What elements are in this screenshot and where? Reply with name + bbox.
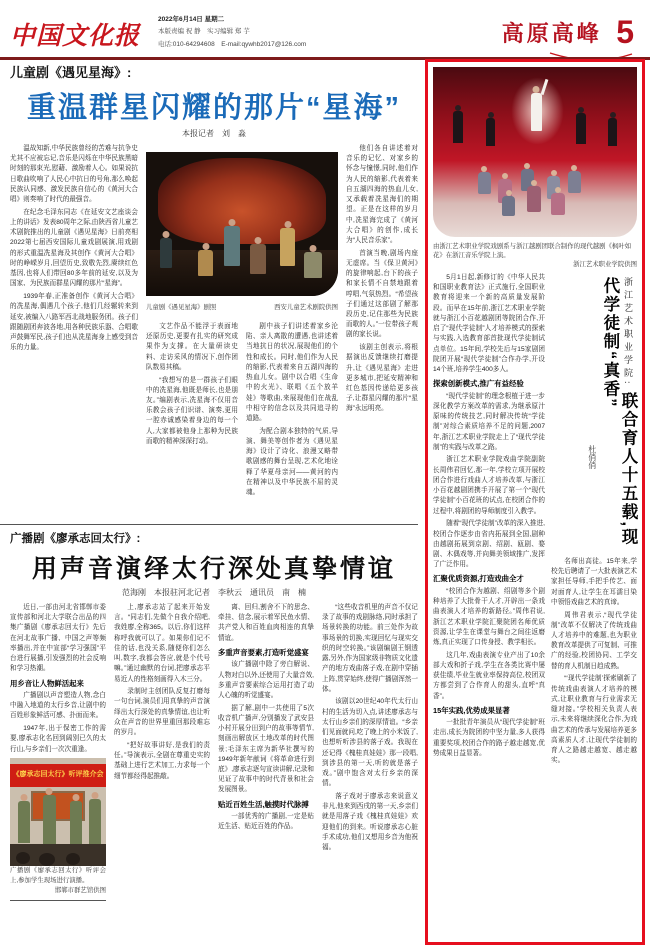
actor-figure [280, 228, 295, 266]
middle-columns [10, 603, 418, 945]
ensemble-figure [527, 186, 541, 212]
top-kicker: 儿童剧《遇见星海》: [10, 65, 132, 80]
lead-actor-figure [531, 93, 542, 131]
audience-head [66, 853, 80, 865]
right-author: 杜俏俏 [587, 445, 597, 469]
paragraph: 一部优秀的广播剧,一定是贴近生活、贴近百姓的作品。 [218, 813, 314, 831]
right-photo-caption: 由浙江艺术职业学院戏剧系与浙江越剧团联合制作的现代越剧《枫叶如花》在浙江音乐学院上演。 [433, 243, 632, 259]
right-subhead-2: 汇聚优质资源,打造戏曲全才 [433, 574, 524, 584]
paragraph: 一批批青年演员从“现代学徒制”班走出,成长为院团的中坚力量,多人获得重要奖项,校团合作的路子越走越宽,优势成果日益显著。 [433, 719, 545, 757]
middle-photo-caption: 广播剧《廖承志回太行》听评会上,参加学生现场进行演播。 [10, 866, 106, 884]
paragraph: 首演当晚,剧场内座无虚席。当《保卫黄河》的旋律响起,台下的孩子和家长情不自禁地跟着哼唱,气氛热烈。“希望孩子们通过这部剧了解那段历史,记住那些为民族而歌的人。”一位带孩子观剧的家长说。 [346, 249, 418, 339]
article-middle [10, 530, 418, 945]
column-bottom-rule [10, 900, 106, 901]
right-kicker: 浙江艺术职业学院: [623, 277, 633, 388]
middle-column-1 [10, 603, 106, 945]
paragraph: 录制时主创团队反复打磨每一句台词,演员们用真挚的声音演绎出太行深处的真挚情谊,也让听众在声音的世界里重回那段难忘的岁月。 [114, 688, 210, 737]
middle-column-4 [322, 603, 418, 945]
subhead-voice: 多重声音要素,打造听觉盛宴 [218, 647, 309, 657]
opera-stage-photo [433, 67, 637, 237]
background-figure [453, 111, 463, 143]
stage-backdrop [158, 158, 327, 244]
middle-kicker: 广播剧《廖承志回太行》: [10, 533, 141, 545]
top-headline: 重温群星闪耀的那片“星海” [26, 92, 401, 124]
background-figure [486, 118, 495, 146]
top-columns [10, 144, 418, 520]
ensemble-figure [478, 172, 491, 194]
right-column-left [433, 273, 545, 921]
article-top [10, 62, 418, 520]
top-byline: 本报记者 刘 淼 [182, 129, 246, 138]
date-line: 2022年6月14日 星期二 [158, 16, 225, 23]
section-name: 高原高峰 [501, 21, 602, 46]
paragraph: 浙江艺术职业学院戏曲学院副院长周伟君回忆,那一年,学校立项开展校团合作进行戏曲人才培养改革,与浙江小百花越剧团携手开展了第一个“现代学徒制”小百花班的试点,在校团合作的过程中,将剧团的导师制度引入教学。 [433, 456, 545, 515]
paragraph: 名师出高徒。15年来,学校先后聘请了一大批表演艺术家担任导师,手把手传艺、面对面育人,让学生在耳濡目染中领悟戏曲艺术的真谛。 [551, 558, 637, 606]
paragraph: 5月1日起,新修订的《中华人民共和国职业教育法》正式施行,全国职业教育将迎来一个新的高质量发展阶段。而早在15年前,浙江艺术职业学院就与浙江小百花越剧团等院团合作,开启了“现代学徒制”人才培养模式的探索与实践,入选教育部首批现代学徒制试点单位。15年间,学校先后与15家剧团院团开展“现代学徒制”合作办学,开设14个班,培养学生400多人。 [433, 274, 545, 373]
paragraph: “校团合作为越剧、绍剧等多个剧种培养了大批骨干人才,开辟出一条戏曲表演人才培养的新路径。”周伟君说,浙江艺术职业学院汇聚院团名师优质资源,让学生在课堂与舞台之间往返磨炼,真正实现了口传身授、教学相长。 [433, 587, 545, 646]
paragraph: 上,廖承志站了起来开始发言。“同志们,先做个自我介绍吧,我姓廖,全称365。以后,你们这样称呼我就可以了。如果你们记不住的话,也没关系,随便你们怎么叫,数字,我都会答应,就是个代号嘛。”通过幽默的台词,把廖承志平易近人的性格刻画得入木三分。 [114, 604, 210, 683]
audience-head [39, 853, 55, 866]
photo-banner-text: 《廖承志回太行》听评推介会 [12, 771, 104, 779]
student-figure [43, 795, 56, 845]
paragraph: 他们各自讲述着对音乐的记忆、对家乡的怀念与憧憬,同时,他们作为人民的缩影,代表着来自五湖四海的热血儿女,又承载着冼星海们的期望。正是在这样的岁月中,冼星海完成了《黄河大合唱》的创作,成长为“人民音乐家”。 [346, 145, 418, 244]
article-divider-rule [0, 524, 418, 525]
middle-headline: 用声音演绎太行深处真挚情谊 [31, 555, 396, 583]
paragraph: “我想写的是一群孩子们眼中的冼星海,他既是师长,也是朋友。”编剧表示,冼星海不仅用音乐教会孩子们识谱、演奏,更用一腔赤诚感染着身边的每一个人,大家都被他身上那种为民族而歌的精神深深打动。 [146, 376, 238, 445]
right-article-body [433, 273, 637, 921]
student-figure [89, 799, 101, 845]
actor-figure [198, 250, 213, 276]
middle-column-3 [218, 603, 314, 945]
top-column-1 [10, 144, 138, 520]
paragraph: “这些收音机里的声音不仅记录了故事的戏剧脉络,同时承担了场景转换的功能。前三处作为故事场景的切换,实现回忆与现实交织的时空转换。”该剧编剧王钢透露,另外,作为国家级非物质文化遗产的地方戏曲落子戏,在剧中穿插上阵,贯穿始终,使得广播剧浑然一体。 [322, 604, 418, 693]
paragraph: 离、回归,割舍不下的思念、牵挂、信念,展示着军民鱼水情、共产党人和百姓血肉相连的真挚情谊。 [218, 604, 314, 642]
right-photo-caption-block [433, 241, 637, 268]
audience-head [16, 852, 30, 864]
paragraph: 1939年春,正准备创作《黄河大合唱》的冼星海,偶遇几个孩子,他们几经辗转来到延安,被编入八路军西北战地服务团。孩子们跟随剧团奔波各地,用各种民族乐器、合唱歌声鼓舞军民,孩子们也从冼星海身上感受到音乐的力量。 [10, 293, 138, 352]
paragraph: 在纪念毛泽东同志《在延安文艺座谈会上的讲话》发表80周年之际,由陕西省儿童艺术剧院推出的儿童剧《遇见星海》日前亮相2022第七届西安国际儿童戏剧展演,用戏剧的形式重温冼星海及其创作《黄河大合唱》时的峥嵘岁月,回望历史,致敬先烈,赓续红色基因,也将人们带回80多年前的延安,以及为国家、为民族而群星闪耀的那片“星海”。 [10, 208, 138, 288]
paragraph: “‘现代学徒制’探索刷新了传统戏曲表演人才培养的模式,让职业教育与行业需求无缝对接。”学校相关负责人表示,未来将继续深化合作,为戏曲艺术的传承与发展培养更多高素质人才,让现代学徒制的育人之路越走越宽、越走越实。 [551, 675, 637, 765]
right-headline: 联合育人十五载,现代学徒制“真香” [600, 277, 637, 547]
paragraph: 该广播剧中除了旁白解说、人物对白以外,还使用了大量音效,多重声音要素综合运用打造了动人心魄的听觉盛宴。 [218, 661, 314, 699]
paragraph: “现代学徒制”的理念根植于进一步深化教学方案改革的需求,为继承原汁原味的传统技艺,同时解决传统“学徒制”对综合素质培养不足的问题,2007年,浙江艺术职业学院走上了“现代学徒制”的实践与改革之路。 [433, 392, 545, 451]
photo-banner [10, 764, 106, 787]
paragraph: 该剧以20世纪40年代太行山村的生活为切入点,讲述廖承志与太行山乡亲们的深厚情谊。“乡亲们见面就问,吃了晚上的小米饭了,也想听听涉县的落子戏。我现在还记得《槐桂真娃娃》那一段唱,到涉县的第一天,听的就是落子戏。”剧中饱含对太行乡亲的深情。 [322, 698, 418, 788]
actor-figure [304, 252, 322, 278]
right-subhead-3: 15年实践,优势成果显著 [433, 705, 510, 715]
review-meeting-photo [10, 758, 106, 866]
subhead-dialect: 用乡音让人物鲜活起来 [10, 678, 84, 688]
ensemble-figure [502, 196, 515, 216]
page-number: 5 [616, 14, 634, 50]
paragraph: 这几年,戏曲表演专业产出了10余部大戏和折子戏,学生在各类比赛中屡获佳绩,毕业生就业率保持高位,校团双方都尝到了合作育人的甜头,直呼“真香”。 [433, 651, 545, 700]
middle-photo-credit: 邯郸市群艺馆供图 [54, 886, 106, 894]
paragraph: 1947年,出于保密工作的需要,廖承志化名回到阔别已久的太行山,与乡亲们一次次重逢。 [10, 725, 106, 753]
paragraph: 广播剧以声音塑造人物,念白中融入地道的太行乡音,让剧中的百姓形象鲜活可感、扑面而来。 [10, 692, 106, 720]
paragraph: 文艺作品不能浮于表面地还原历史,更要有扎实的研究成果作为支撑。在大量研读史料、走访采风的情况下,创作团队数易其稿。 [146, 323, 238, 371]
background-figure [576, 113, 586, 144]
paragraph: 据了解,剧中一共使用了5次收音机广播声,分别播发了武安县小村开展分田到户的故事等情节,刻画出解放区土地改革的时代图景;毛泽东主席为新华社撰写的1949年新年献词《将革命进行到底》,廖承志逐句宣读讲解,记录和见证了故事中的时代背景和社会发展图景。 [218, 704, 314, 794]
background-figure [608, 118, 617, 146]
right-subhead-1: 探索创新模式,推广有益经验 [433, 379, 524, 389]
top-photo-captions [146, 302, 338, 311]
actor-figure [224, 226, 240, 266]
paragraph: 为配合剧本独特的气质,导演、舞美等创作者为《遇见星海》设计了诗化、浪漫又略带歌剧感的舞台呈现,艺术化地诠释了华夏母亲河——黄河的内在精神以及中华民族不屈的灵魂。 [246, 427, 338, 496]
masthead-logo: 中国文化报 [10, 23, 141, 50]
student-figure [70, 801, 82, 845]
article-right-redbox [425, 59, 645, 945]
editor-line: 本版责编 祝 静 实习编辑 郑 芋 [158, 28, 250, 36]
paragraph: 温故知新,中华民族曾经的苦难与抗争史尤其不应被忘记,音乐是闪烁在中华民族黑暗时刻的那束光,慰藉、激励着人心。如果说抗日歌曲吹响了人民心中抗日的号角,那么唤起民族认同感、激发民族自信心的《黄河大合唱》则奏响了时代的最强音。 [10, 145, 138, 204]
actor-figure [250, 244, 266, 274]
masthead-info [158, 14, 306, 51]
masthead [10, 12, 640, 56]
top-column-4 [346, 144, 418, 520]
paragraph: 近日,一部由河北省邯郸市委宣传部和河北大学联合出品的四集广播剧《廖承志回太行》先后在河北故事广播、中国之声等频率播出,并在中宣部“学习强国”平台进行展播,引发强烈的社会反响和学习热潮。 [10, 604, 106, 673]
paragraph: 随着“现代学徒制”改革的深入推进,校团合作逐步由省内拓展到全国,剧种由越剧拓展到京剧、绍剧、瓯剧、婺剧、木偶戏等,并向舞美领域推广,发挥了广泛作用。 [433, 520, 545, 569]
contact-line: 电话:010-64294608 E-mail:qywhb2017@126.com [158, 40, 307, 48]
paragraph: 该剧主创表示,将根据演出反馈继续打磨提升,让《遇见星海》走进更多城市,把延安精神和红色基因传递给更多孩子,让群星闪耀的那片“星海”永远明亮。 [346, 344, 418, 413]
middle-byline: 范海刚 本报驻河北记者 李秋云 通讯员 南 楠 [122, 588, 306, 597]
subhead-life: 贴近百姓生活,触摸时代脉搏 [218, 799, 309, 809]
right-column-text [551, 557, 637, 921]
photo-credit: 西安儿童艺术剧院供图 [274, 304, 338, 311]
ensemble-figure [551, 193, 565, 215]
ensemble-figure [568, 171, 581, 193]
vertical-title-block [551, 273, 637, 557]
actor-figure [160, 238, 172, 268]
paragraph: 落子戏对于廖承志来说意义非凡,他来到西戌的第一天,乡亲们就是用落子戏《槐桂真娃娃》欢迎他们的到来。听说廖承志心脏手术成功,他们又想用乡音为他祝福。 [322, 792, 418, 852]
paragraph: 剧中孩子们讲述着家乡沦陷、亲人离散的遭遇,也讲述着当地抗日的状况,展现他们的个性和成长。同时,他们作为人民的缩影,代表着来自五湖四海的热血儿女。剧中以合唱《生命中的火光》、联唱《五个放羊娃》等歌曲,来展现他们在战乱中相守的信念以及共同追寻的道路。 [246, 323, 338, 422]
photo-caption: 儿童剧《遇见星海》剧照 [146, 304, 217, 311]
middle-column-2 [114, 603, 210, 945]
student-figure [18, 801, 30, 843]
paragraph: “把好故事讲好,是我们的责任。”导演表示,全剧在尊重史实的基础上进行艺术加工,力求每一个细节都经得起推敲。 [114, 741, 210, 780]
right-photo-credit: 浙江艺术职业学院供图 [573, 261, 637, 268]
stage-photo-children-play [146, 152, 338, 296]
paragraph: 周伟君表示,“现代学徒制”改革不仅解决了传统戏曲人才培养中的难题,也为职业教育改革提供了可复制、可推广的经验,校团协同、工学交替的育人机制日趋成熟。 [551, 611, 637, 670]
right-column-right [551, 273, 637, 921]
